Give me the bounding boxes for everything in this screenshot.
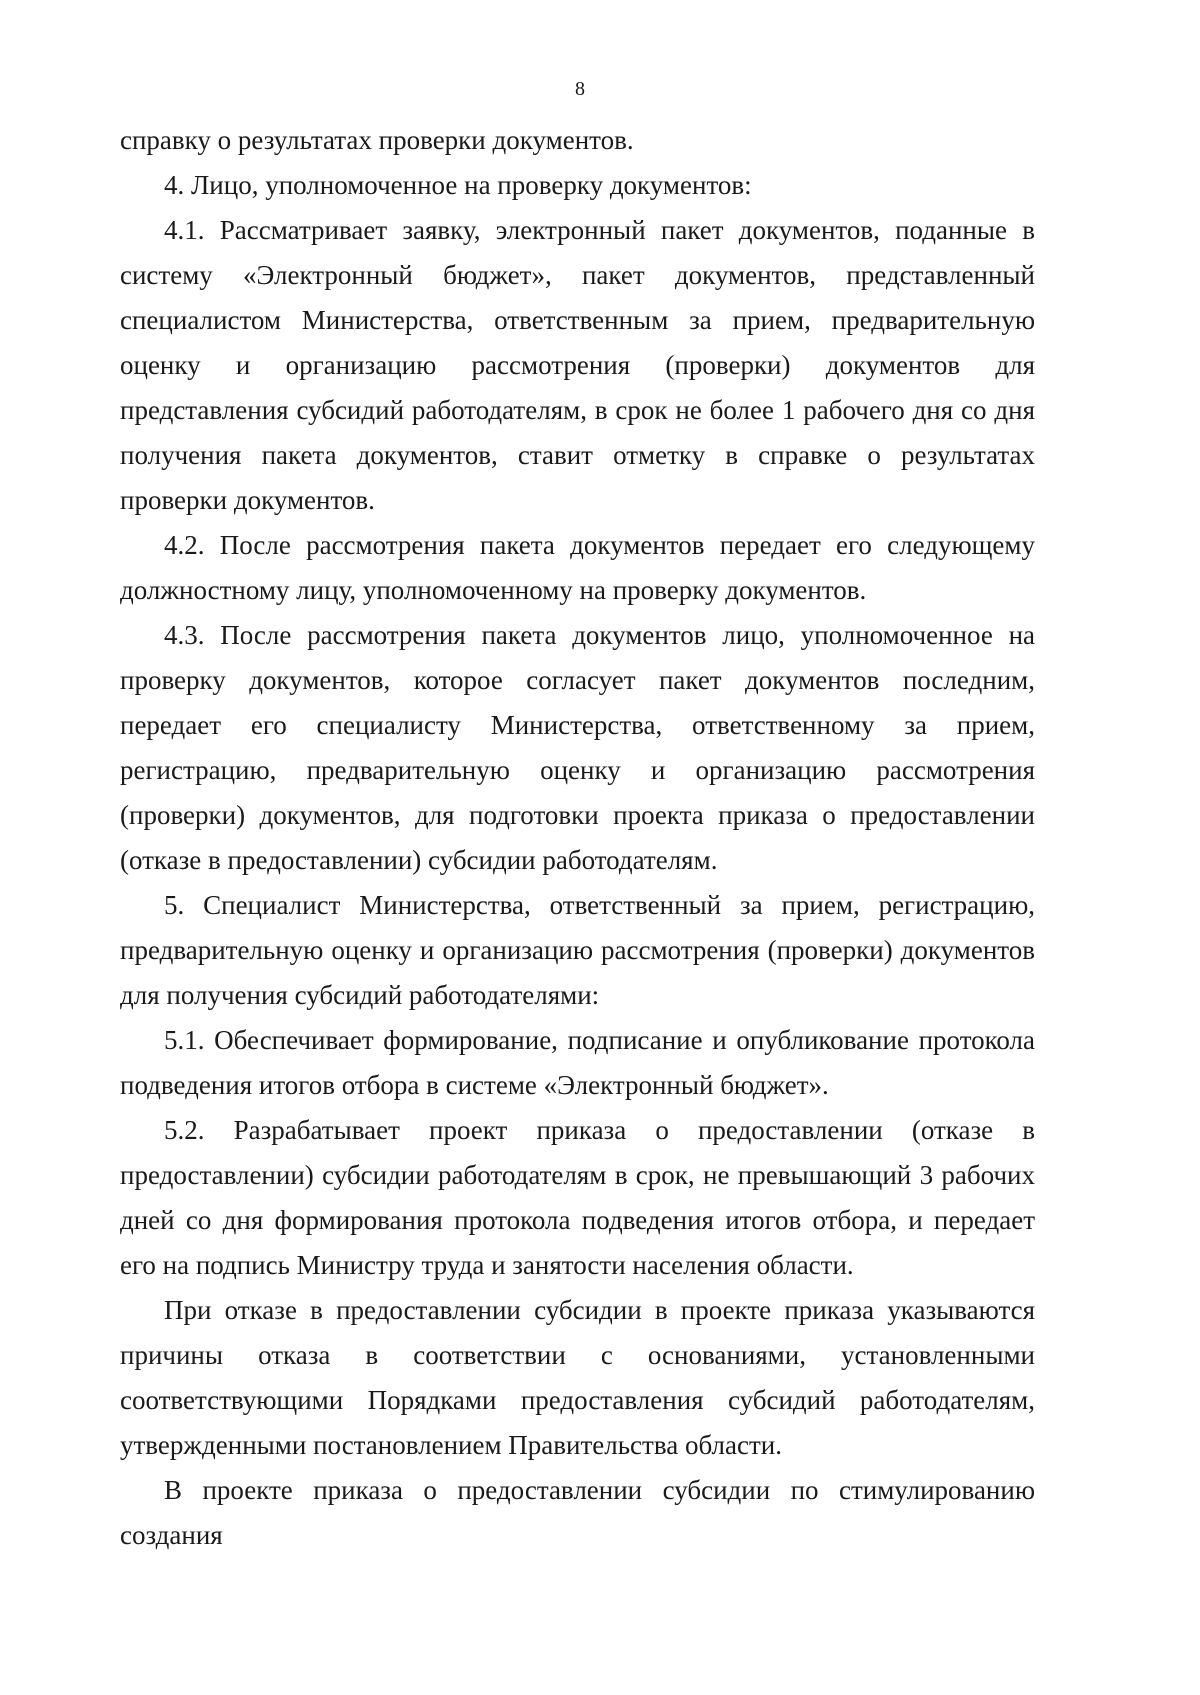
paragraph-refusal-reasons: При отказе в предоставлении субсидии в проекте приказа указываются причины отказа в соответствии с основаниями, установленными соответствующими Порядками предоставления субсидий работодателям, утвержденными постановлением Правительства области. xyxy=(120,1295,1035,1460)
paragraph-item-5-1: 5.1. Обеспечивает формирование, подписание и опубликование протокола подведения итогов отбора в системе «Электронный бюджет». xyxy=(120,1025,1035,1100)
paragraph-item-4-2: 4.2. После рассмотрения пакета документов передает его следующему должностному лицу, уполномоченному на проверку документов. xyxy=(120,530,1035,605)
paragraph-item-4: 4. Лицо, уполномоченное на проверку документов: xyxy=(164,170,752,200)
document-body xyxy=(120,118,1035,1558)
paragraph-item-4-3: 4.3. После рассмотрения пакета документов лицо, уполномоченное на проверку документов, которое согласует пакет документов последним, передает его специалисту Министерства, ответственному за прием, регистрацию, предварительную оценку и организацию рассмотрения (проверки) документов, для подготовки проекта приказа о предоставлении (отказе в предоставлении) субсидии работодателям. xyxy=(120,620,1035,875)
paragraph-order-project: В проекте приказа о предоставлении субсидии по стимулированию создания xyxy=(120,1475,1035,1550)
page-number: 8 xyxy=(575,78,585,100)
paragraph-item-5: 5. Специалист Министерства, ответственный за прием, регистрацию, предварительную оценку и организацию рассмотрения (проверки) документов для получения субсидий работодателями: xyxy=(120,890,1035,1010)
paragraph-item-4-1: 4.1. Рассматривает заявку, электронный пакет документов, поданные в систему «Электронный бюджет», пакет документов, представленный специалистом Министерства, ответственным за прием, предварительную оценку и организацию рассмотрения (проверки) документов для представления субсидий работодателям, в срок не более 1 рабочего дня со дня получения пакета документов, ставит отметку в справке о результатах проверки документов. xyxy=(120,215,1035,515)
paragraph-continuation: справку о результатах проверки документов. xyxy=(120,125,634,155)
paragraph-item-5-2: 5.2. Разрабатывает проект приказа о предоставлении (отказе в предоставлении) субсидии работодателям в срок, не превышающий 3 рабочих дней со дня формирования протокола подведения итогов отбора, и передает его на подпись Министру труда и занятости населения области. xyxy=(120,1115,1035,1280)
